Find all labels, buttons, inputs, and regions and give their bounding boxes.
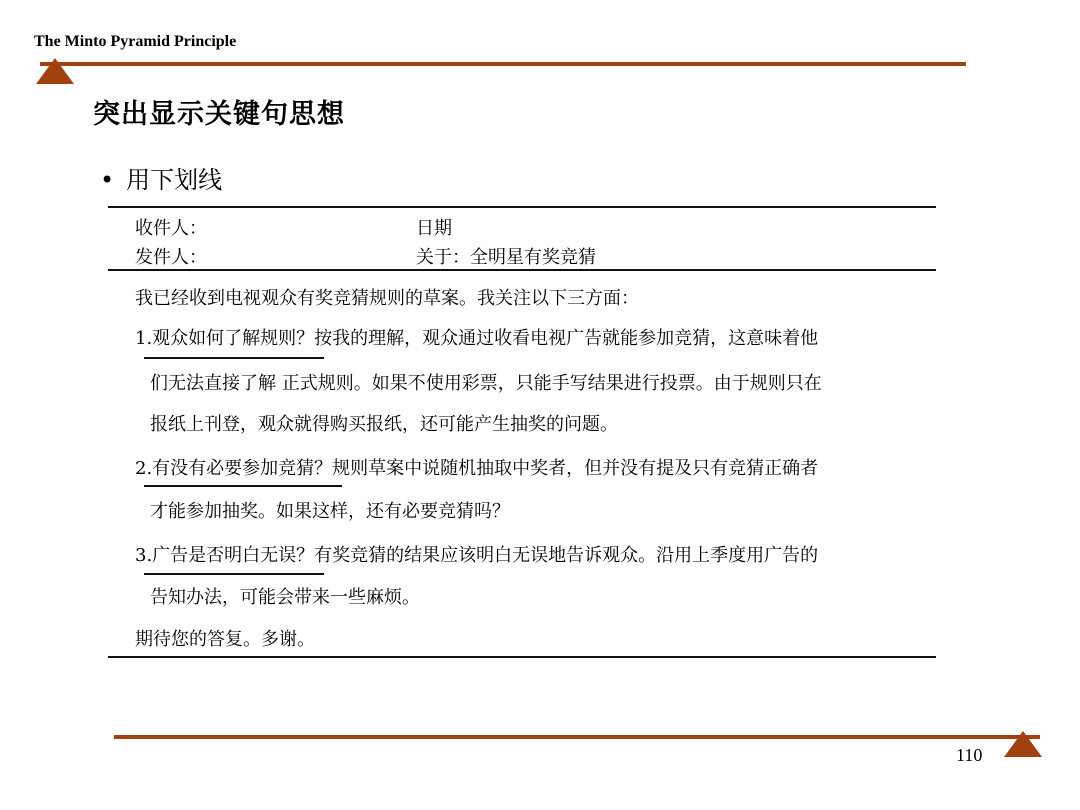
point-2-line-1: 2.有没有必要参加竞猜？规则草案中说随机抽取中奖者，但并没有提及只有竞猜正确者: [135, 458, 819, 479]
memo-top-rule: [108, 206, 936, 208]
bullet-text: 用下划线: [126, 166, 223, 194]
point-3-line-2: 告知办法，可能会带来一些麻烦。: [150, 587, 420, 608]
point-2-underline: [144, 485, 342, 487]
memo-bottom-rule: [108, 656, 936, 658]
date-label: 日期: [416, 218, 452, 239]
presentation-title: The Minto Pyramid Principle: [34, 33, 237, 50]
point-1-line-1: 1.观众如何了解规则？按我的理解，观众通过收看电视广告就能参加竞猜，这意味着他: [135, 328, 819, 349]
memo-intro: 我已经收到电视观众有奖竞猜规则的草案。我关注以下三方面：: [135, 288, 639, 309]
point-3-underline: [144, 573, 324, 575]
page-number: 110: [956, 745, 983, 765]
bottom-divider: [114, 735, 1040, 739]
bullet-item: [100, 160, 222, 195]
bullet-dot-icon: •: [100, 166, 115, 194]
point-3-line-1: 3.广告是否明白无误？有奖竞猜的结果应该明白无误地告诉观众。沿用上季度用广告的: [135, 545, 819, 566]
point-1-line-3: 报纸上刊登，观众就得购买报纸，还可能产生抽奖的问题。: [150, 414, 618, 435]
point-1-underline: [144, 357, 324, 359]
slide-title: 突出显示关键句思想: [93, 99, 345, 130]
top-divider: [40, 62, 966, 66]
memo-closing: 期待您的答复。多谢。: [135, 629, 315, 650]
memo-header-rule: [108, 269, 936, 271]
subject-label: 关于：全明星有奖竞猜: [416, 247, 596, 268]
recipient-label: 收件人：: [135, 218, 207, 239]
triangle-marker-bottom-icon: [1004, 731, 1042, 757]
sender-label: 发件人：: [135, 247, 207, 268]
point-1-line-2: 们无法直接了解 正式规则。如果不使用彩票，只能手写结果进行投票。由于规则只在: [150, 373, 822, 394]
point-2-line-2: 才能参加抽奖。如果这样，还有必要竞猜吗？: [150, 501, 510, 522]
